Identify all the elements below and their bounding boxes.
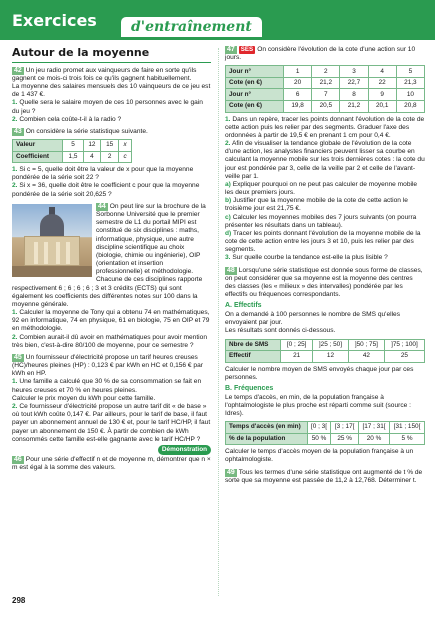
data-table [225,65,425,112]
question-label: 1. [225,115,231,123]
table-cell: 4 [83,151,101,163]
exercise-number: 44 [98,202,106,210]
table-row: Effectif 21 12 42 25 [226,351,425,363]
data-table [225,339,425,363]
question-label: 2. [12,333,18,341]
exercise-48 [225,267,425,465]
section-title: Autour de la moyenne [12,46,211,63]
question-text: Une famille a calculé que 30 % de sa consommation se fait en heures creuses et 70 % en heures pleines. [12,378,202,394]
question-label: a) [225,180,231,188]
table-cell: 1,5 [63,151,83,163]
question-text: Ce fournisseur d'électricité propose un autre tarif dit « de base » où tout kWh coûte 0,147 €. Par ailleurs, pour le tarif de base, il faut payer un abonnement annuel de 130 € et, pour le tarif HC/HP, il faut payer un abonnement de 150 €. À partir de combien de kWh consommés cette famille est-elle gagnante avec le tarif HC/HP ? [12,403,211,443]
table-cell: 5 [63,140,83,152]
question-label: b) [225,197,232,205]
table-row: Temps d'accès (en min) [0 ; 3[ [3 ; 17[ [17 ; 31[ [31 ; 150[ [226,422,425,434]
question-text: Calculer la moyenne de Tony qui a obtenu 74 en mathématiques, 92 en informatique, 74 en physique, 61 en biologie, 75 en OIP et 79 en méthodologie. [12,309,210,333]
exercise-text: Un fournisseur d'électricité propose un tarif heures creuses (HC)/heures pleines (HP) : 0,123 € par kWh en HC et 0,156 € par kWh en HP. [12,353,203,378]
exercise-text: Les résultats sont donnés ci-dessous. [225,327,336,335]
table-cell: 15 [101,140,119,152]
page-number: 298 [12,596,26,605]
column-divider [218,48,219,596]
question-text: Quelle sera le salaire moyen de ces 10 personnes avec le gain du jeu ? [12,99,203,115]
table-row: Nbre de SMS [0 ; 25] ]25 ; 50] ]50 ; 75] ]75 ; 100] [226,339,425,351]
exercise-49 [225,469,425,485]
question-label: c) [225,213,231,221]
header-banner [0,0,435,40]
question-text: Combien cela coûte-t-il à la radio ? [17,115,122,123]
exercise-43 [12,128,211,199]
table-cell: c [119,151,132,163]
table-cell: Valeur [13,140,63,152]
exercise-number: 48 [227,266,235,274]
table-row: Jour n° 1 2 3 4 5 [226,66,425,78]
table-row [13,140,132,152]
exercise-text: On considère l'évolution de la cote d'une action sur 10 jours. [225,46,416,62]
question-label: 3. [225,254,231,262]
exercise-42 [12,67,211,124]
exercise-number: 42 [14,66,22,74]
exercise-text: Le temps d'accès, en min, de la population française à l'ophtalmologiste le plus proche est réparti comme suit (source : Idres). [225,393,411,417]
right-column [225,46,425,485]
left-column [12,46,211,472]
exercise-text: Pour une série d'effectif n et de moyenne m, démontrer que n × m est égal à la somme des valeurs. [12,455,211,471]
header-title: Exercices [12,11,97,30]
question-label: 2. [12,403,18,410]
question-label: 2. [12,182,18,190]
question-label: d) [225,229,232,237]
question-label: 2. [12,115,18,123]
exercise-text: On a demandé à 100 personnes le nombre de SMS qu'elles envoyaient par jour. [225,310,401,327]
question-label: 1. [12,99,18,107]
question-text: Expliquer pourquoi on ne peut pas calculer de moyenne mobile les deux premiers jours. [225,180,418,197]
table-cell: Coefficient [13,151,63,163]
table-row: % de la population 50 % 25 % 20 % 5 % [226,433,425,445]
question-text: Calculer le nombre moyen de SMS envoyés chaque jour par ces personnes. [225,365,414,381]
question-text: Calculer les moyennes mobiles des 7 jours suivants (on pourra présenter les résultats dans un tableau). [225,213,417,229]
data-table [12,139,132,163]
question-text: Si x = 36, quelle doit être le coefficient c pour que la moyenne pondérée de la série soit 20,625 ? [12,182,200,198]
exercise-number: 46 [14,455,22,463]
part-title: A. Effectifs [225,302,262,310]
question-text: Tracer les points donnant l'évolution de la moyenne mobile de la cote de cette action entre les jours 3 et 10, puis les relier par des segments. [225,229,421,254]
table-row: Cote (en €) 20 21,2 22,7 22 21,3 [226,77,425,89]
exercise-text: La moyenne des salaires mensuels des 10 vainqueurs de ce jeu est de 1 437 €. [12,83,211,99]
exercise-text: Tous les termes d'une série statistique ont augmenté de t % de sorte que sa moyenne est passée de 11,2 à 12,768. Déterminer t. [225,468,423,484]
exercise-text: On peut lire sur la brochure de la Sorbonne Université que le premier semestre de L1 du portail MIPI est constitué de six disciplines : maths, informatique, physique, une autre discipline scientifique au choix (biologie, chimie ou ingénierie), OIP (orientation et insertion professionnelle) et méthodologie. Chacune de ces disciplines rapporte respectivement 6 ; 6 ; 6 ; 6 ; 3 et 3 crédits (ECTS) qui sont également les coefficients des différentes notes sur 100 dans la moyenne générale. [12,202,206,308]
exercise-number: 43 [14,127,22,135]
table-cell: 12 [83,140,101,152]
part-title: B. Fréquences [225,384,274,392]
exercise-number: 49 [227,468,235,476]
question-text: Calculer le temps d'accès moyen de la population française à un ophtalmologiste. [225,448,414,464]
exercise-number: 45 [14,353,22,361]
exercise-number: 47 [227,46,235,53]
exercise-47 [225,46,425,263]
question-text: Si c = 5, quelle doit être la valeur de x pour que la moyenne pondérée de la série soit 22 ? [12,166,194,182]
table-cell: x [119,140,132,152]
exercise-text: Lorsqu'une série statistique est donnée sous forme de classes, on peut considérer que sa moyenne est la moyenne des centres des classes (les « milieux » des intervalles) pondérée par les effectifs ou fréquences correspondants. [225,266,423,299]
question-label: 1. [12,309,18,317]
exercise-44 [12,203,211,350]
exercise-text: Un jeu radio promet aux vainqueurs de faire en sorte qu'ils gagnent ce mois-ci trois fois ce qu'ils gagnent habituellement. [12,66,197,82]
table-row: Jour n° 6 7 8 9 10 [226,89,425,101]
exercise-46 [12,456,211,472]
question-text: Sur quelle courbe la tendance est-elle la plus lisible ? [230,254,388,262]
question-label: 1. [12,378,18,386]
question-text: Combien aurait-il dû avoir en mathématiques pour avoir mention très bien, c'est-à-dire 80/100 de moyenne, pour ce semestre ? [12,333,207,349]
data-table [225,421,425,445]
header-subtitle: d'entraînement [119,15,264,39]
question-text: Justifier que la moyenne mobile de la cote de cette action le troisième jour est 21,75 €. [225,197,408,213]
table-row [13,151,132,163]
ses-badge: SES [240,46,254,53]
demonstration-badge: Démonstration [12,445,211,455]
sorbonne-photo [12,204,92,277]
table-cell: 2 [101,151,119,163]
question-text: Calculer le prix moyen du kWh pour cette famille. [12,394,156,402]
table-row: Cote (en €) 19,8 20,5 21,2 20,1 20,8 [226,100,425,112]
exercise-text: On considère la série statistique suivante. [25,127,148,135]
question-label: 1. [12,166,18,174]
question-text: Afin de visualiser la tendance globale de l'évolution de la cote d'une action, les analystes financiers peuvent lisser sa courbe en calculant la moyenne mobile sur les trois dernières cotes : la cote du jour est pondérée par 3, celle de la veille par 2 et celle de l'avant-veille par 1. [225,140,425,180]
question-text: Dans un repère, tracer les points donnant l'évolution de la cote de cette action puis les relier par des segments. Graduer l'axe des ordonnées à partir de 19,5 € en prenant 1 cm pour 0,4 €. [225,115,425,139]
question-label: 2. [225,140,231,148]
exercise-45 [12,354,211,455]
